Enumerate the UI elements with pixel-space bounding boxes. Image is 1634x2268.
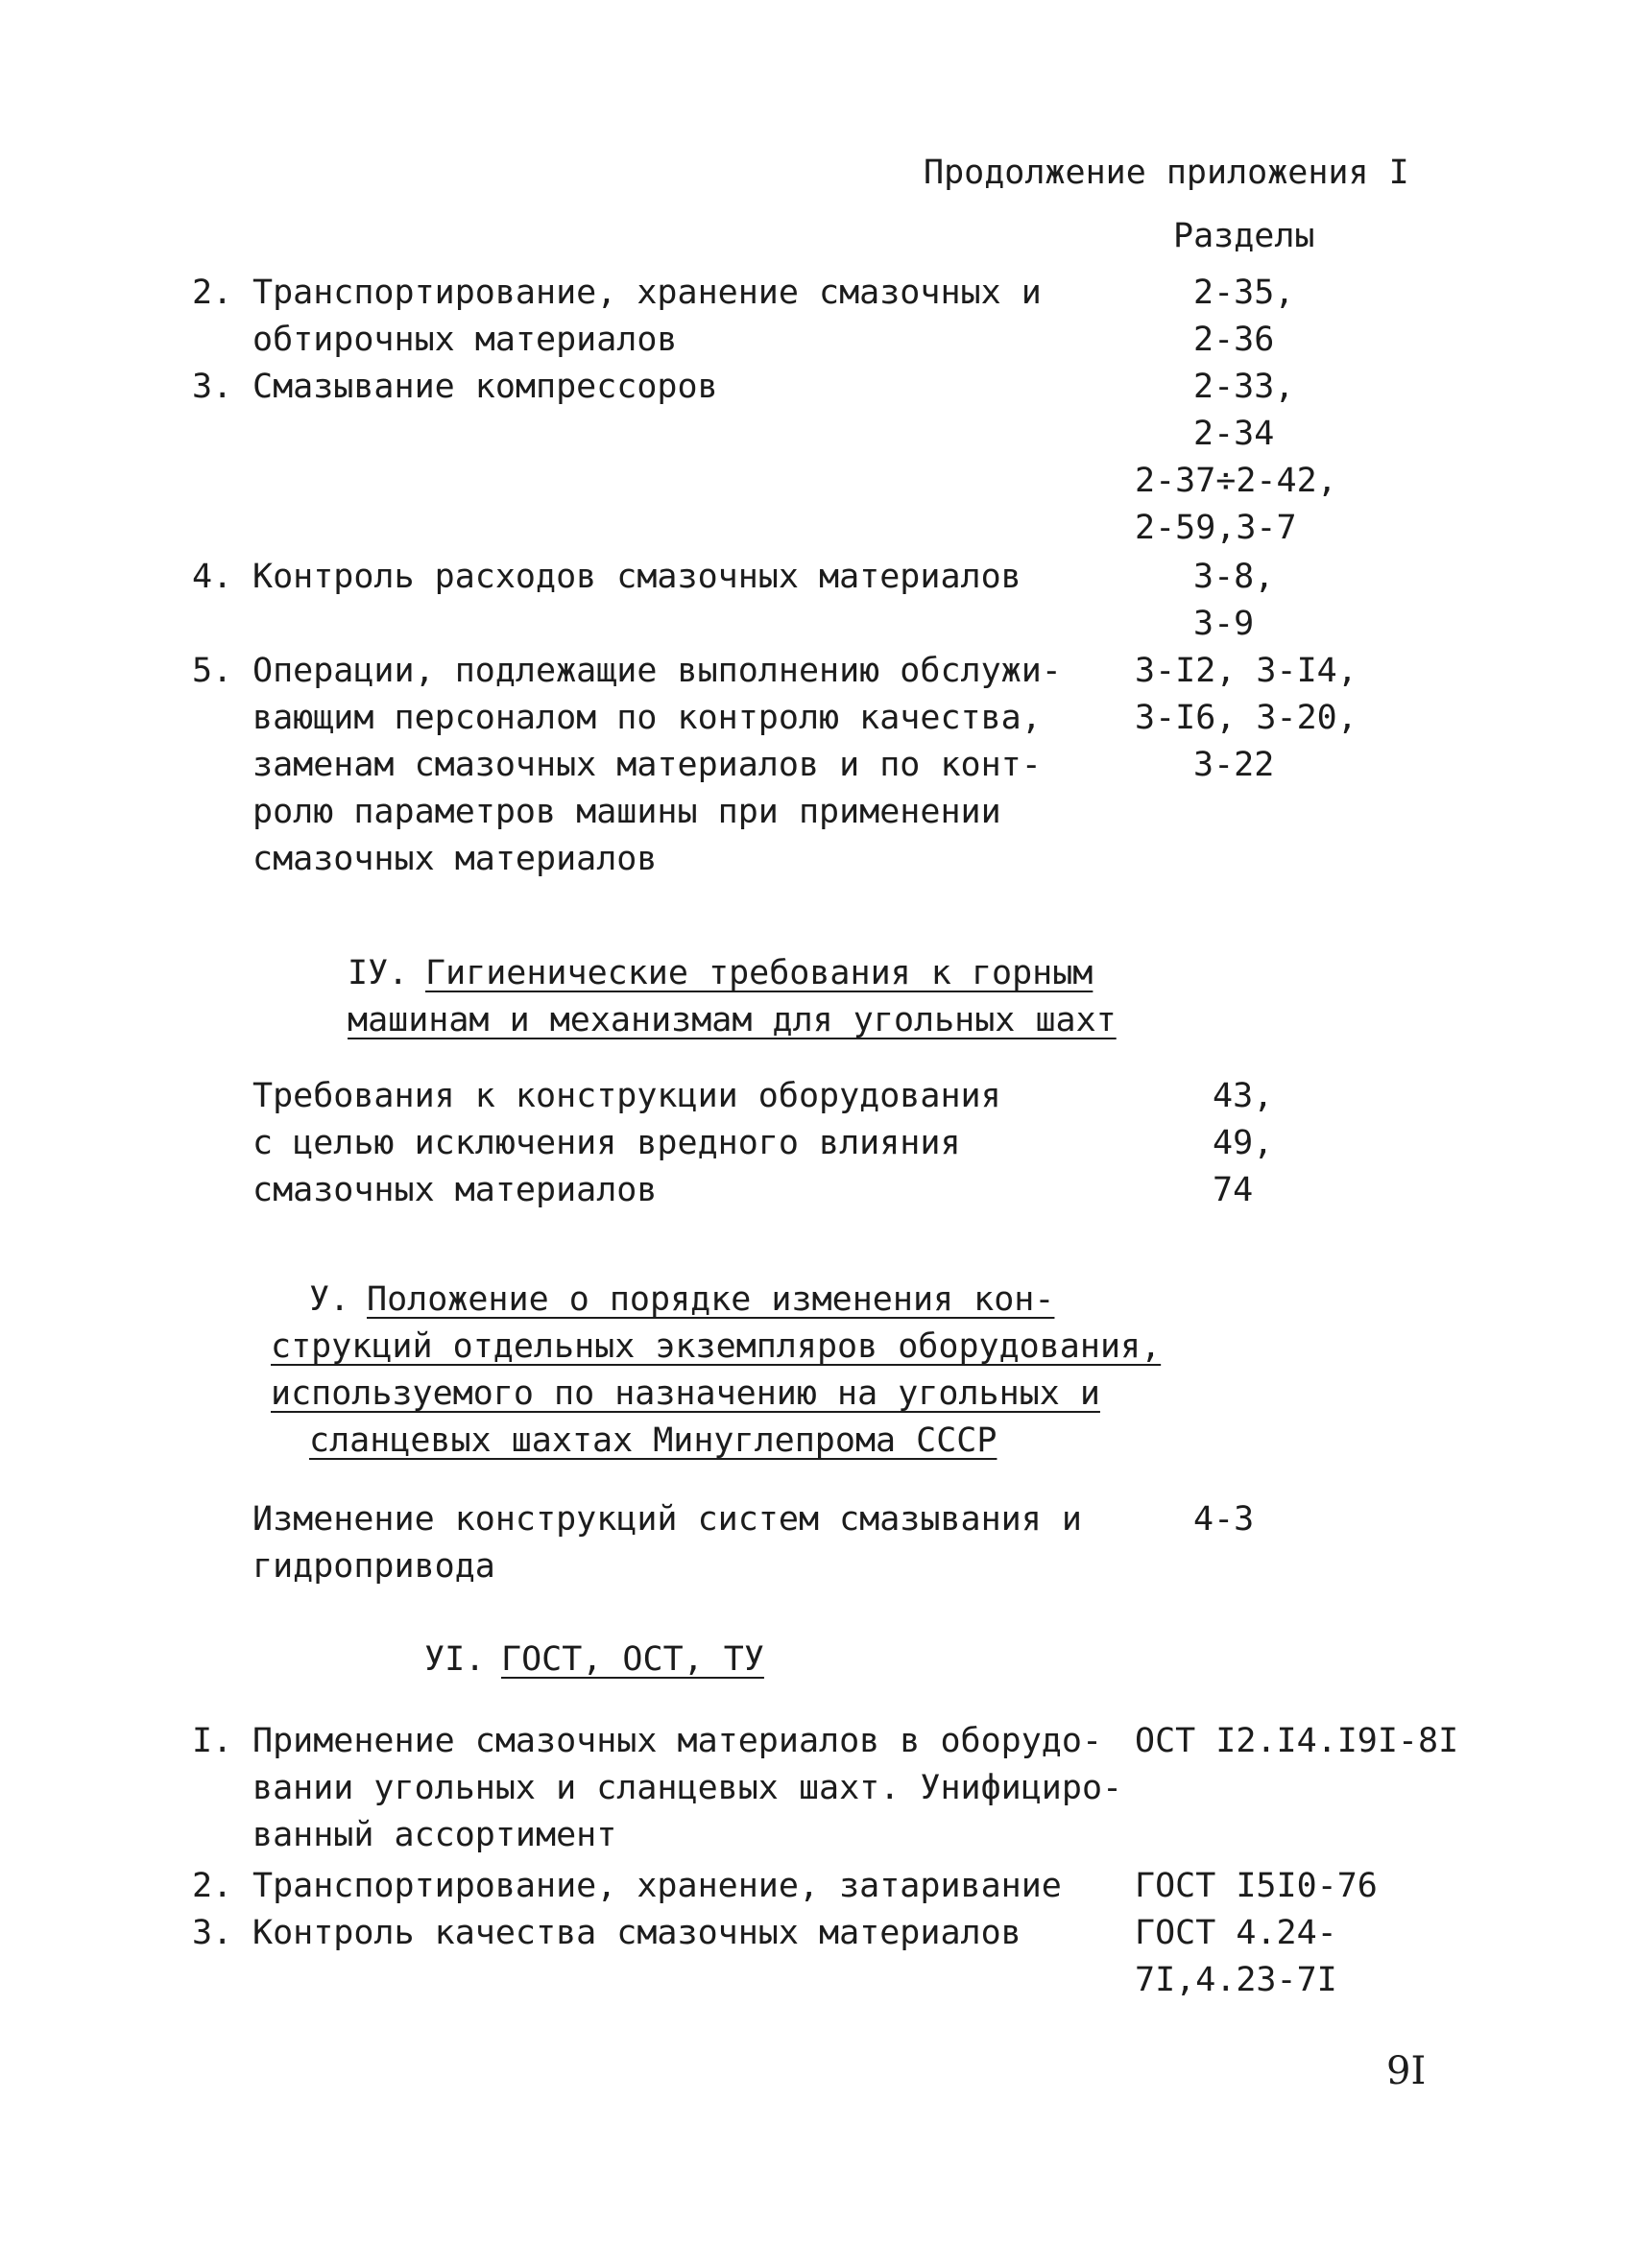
item-ref: 7I,4.23-7I [1135, 1961, 1337, 1999]
section-heading: ГОСТ, ОСТ, ТУ [501, 1640, 764, 1679]
item-number: 2. [192, 274, 233, 312]
item-number: 3. [192, 368, 233, 406]
continuation-note: Продолжение приложения I [924, 154, 1409, 192]
item-text: обтирочных материалов [252, 321, 678, 359]
column-title: Разделы [1173, 217, 1315, 255]
item-ref: 4-3 [1193, 1500, 1255, 1539]
item-ref: 3-9 [1193, 605, 1255, 643]
item-text: Транспортирование, хранение смазочных и [252, 274, 1042, 312]
section-heading: сланцевых шахтах Минуглепрома СССР [309, 1421, 997, 1460]
body-text: смазочных материалов [252, 1171, 658, 1209]
item-text: Контроль качества смазочных материалов [252, 1914, 1021, 1952]
item-text: ванный ассортимент [252, 1816, 617, 1854]
body-text: Изменение конструкций систем смазывания и [252, 1500, 1082, 1539]
body-text: гидропривода [252, 1547, 495, 1586]
item-number: 2. [192, 1867, 233, 1905]
item-ref: 2-33, [1193, 368, 1295, 406]
item-ref: 3-I2, 3-I4, [1135, 652, 1358, 690]
item-number: 5. [192, 652, 233, 690]
item-ref: 2-37÷2-42, [1135, 462, 1337, 500]
section-heading: Гигиенические требования к горным [425, 954, 1093, 992]
item-ref: 2-36 [1193, 321, 1275, 359]
item-text: Операции, подлежащие выполнению обслужи- [252, 652, 1062, 690]
item-ref: 3-22 [1193, 746, 1275, 784]
item-ref: ОСТ I2.I4.I9I-8I [1135, 1722, 1459, 1760]
item-number: I. [192, 1722, 233, 1760]
section-heading: машинам и механизмам для угольных шахт [348, 1001, 1117, 1039]
page-number: 9I [1386, 2049, 1427, 2093]
item-text: ролю параметров машины при применении [252, 793, 1001, 831]
body-text: с целью исключения вредного влияния [252, 1124, 961, 1162]
item-text: Смазывание компрессоров [252, 368, 718, 406]
item-ref: 2-59,3-7 [1135, 509, 1297, 547]
item-text: вающим персоналом по контролю качества, [252, 699, 1042, 737]
section-numeral: IУ. [348, 954, 409, 992]
section-numeral: УI. [424, 1640, 486, 1679]
item-text: заменам смазочных материалов и по конт- [252, 746, 1042, 784]
item-text: Контроль расходов смазочных материалов [252, 558, 1021, 596]
section-numeral: У. [309, 1280, 350, 1319]
item-text: смазочных материалов [252, 840, 658, 878]
section-heading: Положение о порядке изменения кон- [367, 1280, 1055, 1319]
item-text: вании угольных и сланцевых шахт. Унифициро- [252, 1769, 1123, 1807]
item-ref: 2-34 [1193, 415, 1275, 453]
item-ref: 3-I6, 3-20, [1135, 699, 1358, 737]
item-text: Применение смазочных материалов в оборудо- [252, 1722, 1103, 1760]
item-ref: 49, [1213, 1124, 1274, 1162]
item-ref: 3-8, [1193, 558, 1275, 596]
item-number: 4. [192, 558, 233, 596]
item-ref: 74 [1213, 1171, 1254, 1209]
body-text: Требования к конструкции оборудования [252, 1077, 1001, 1115]
item-number: 3. [192, 1914, 233, 1952]
item-text: Транспортирование, хранение, затаривание [252, 1867, 1062, 1905]
section-heading: струкций отдельных экземпляров оборудования, [271, 1327, 1162, 1366]
item-ref: 43, [1213, 1077, 1274, 1115]
item-ref: 2-35, [1193, 274, 1295, 312]
item-ref: ГОСТ I5I0-76 [1135, 1867, 1378, 1905]
item-ref: ГОСТ 4.24- [1135, 1914, 1337, 1952]
section-heading: используемого по назначению на угольных и [271, 1374, 1100, 1413]
